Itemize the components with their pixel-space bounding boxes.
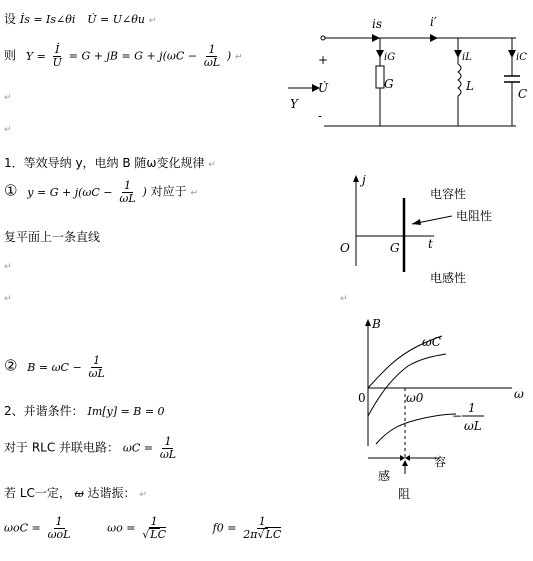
fraction-denominator: ωL — [88, 366, 105, 380]
formula-prefix: 则 — [4, 48, 17, 63]
input-terminal-top — [321, 36, 325, 40]
inductor-coil — [458, 64, 461, 96]
paragraph-mark: ↵ — [4, 294, 12, 304]
lc-rest: 达谐振： — [87, 486, 136, 500]
lc-text: 若 LC一定， — [4, 486, 71, 500]
conductance-resistor — [376, 66, 384, 88]
label-curve-omega-c: ωC — [422, 335, 441, 349]
rlc-parallel-circuit — [280, 8, 530, 138]
label-iG: iG — [384, 52, 396, 63]
label-inductive: 电感性 — [430, 271, 467, 285]
label-curve-den: ωL — [464, 419, 482, 433]
setup-current-phasor: İs = Is∠θi — [19, 13, 76, 26]
resonance-frequency-equations — [4, 516, 284, 540]
fraction-numerator: 1 — [123, 179, 131, 192]
fraction-denominator: 2π√LC — [243, 527, 282, 541]
fraction-numerator: İ — [55, 43, 60, 56]
iG-arrow-icon — [376, 50, 384, 58]
label-curve-minus: − — [452, 409, 463, 423]
complex-plane-diagram — [330, 168, 530, 288]
j-axis-arrow-icon — [353, 175, 359, 182]
label-iC: iC — [516, 52, 527, 63]
rlc-parallel-line — [4, 436, 179, 460]
item-one — [4, 180, 198, 204]
paragraph-mark: ↵ — [139, 490, 147, 500]
inductive-arrow-icon — [400, 455, 405, 461]
iL-arrow-icon — [454, 50, 462, 58]
fraction-numerator: 1 — [208, 43, 216, 56]
fraction-denominator: ωL — [203, 55, 221, 69]
B-axis-arrow-icon — [365, 319, 371, 326]
lc-struck-symbol: ω — [74, 487, 84, 500]
condition-equation: Im[y] = B = 0 — [87, 405, 165, 418]
fraction-numerator: 1 — [150, 515, 158, 528]
label-G: G — [384, 77, 394, 91]
resistive-pointer-arrow-icon — [412, 219, 421, 225]
fraction-denominator: U̇ — [52, 55, 62, 69]
label-axis-B: B — [372, 317, 381, 331]
iprime-arrow-icon — [430, 34, 438, 42]
eq2-lhs: ωo = — [107, 521, 136, 535]
section-title-text: 1．等效导纳 y，电纳 B 随ω变化规律 — [4, 156, 205, 170]
iC-arrow-icon — [508, 50, 516, 58]
item-two — [4, 355, 108, 379]
fraction-numerator: 1 — [164, 435, 172, 448]
rlc-label: 对于 RLC 并联电路： — [4, 440, 120, 455]
eq3-fraction — [241, 516, 283, 540]
current-voltage-fraction — [51, 44, 64, 68]
item-equation-end: ) — [142, 185, 147, 199]
curve-resultant-B — [368, 354, 446, 416]
label-origin: O — [340, 241, 350, 255]
setup-prefix: 设 — [4, 12, 17, 26]
paragraph-mark: ↵ — [340, 294, 348, 304]
label-C: C — [518, 87, 528, 101]
label-Y: Y — [290, 97, 298, 111]
fraction-denominator: ωL — [159, 447, 177, 461]
paragraph-mark: ↵ — [4, 125, 12, 135]
resonance-condition — [4, 402, 165, 419]
eq1-fraction — [46, 516, 73, 540]
is-arrow-icon — [372, 34, 380, 42]
rlc-lhs: ωC = — [122, 441, 153, 455]
label-resistive-point: 阻 — [398, 487, 411, 501]
setup-voltage-phasor: U̇ = U∠θu — [87, 13, 145, 26]
label-L: L — [466, 79, 474, 93]
label-is: is — [372, 17, 382, 31]
label-plus: + — [318, 53, 329, 67]
curve-inverse-omega-l — [376, 414, 456, 444]
two-pi: 2π — [243, 527, 258, 541]
fraction-numerator: 1 — [55, 515, 63, 528]
label-resistive: 电阻性 — [456, 209, 493, 223]
formula-tail: ) — [226, 49, 232, 63]
item-description: 对应于 — [150, 184, 187, 199]
fraction-numerator: 1 — [93, 354, 101, 367]
label-omega0: ω0 — [406, 391, 424, 405]
item-marker: ② — [4, 356, 18, 375]
label-inductive-region: 感 — [378, 469, 391, 483]
sqrt-radicand: LC — [265, 527, 282, 541]
label-capacitive: 电容性 — [430, 187, 467, 201]
eq2-fraction — [140, 516, 168, 540]
sqrt-radicand: LC — [150, 527, 167, 541]
label-axis-j: j — [362, 173, 366, 187]
label-G-point: G — [390, 241, 400, 255]
susceptance-graph — [336, 316, 531, 506]
paragraph-mark: ↵ — [235, 52, 243, 63]
section-title-variation — [4, 154, 216, 171]
item-equation-start: y = G + j(ωC − — [27, 185, 113, 199]
capacitive-arrow-icon — [405, 455, 410, 461]
inverse-omega-l-fraction — [158, 436, 178, 460]
formula-lhs: Y = — [25, 49, 46, 63]
paragraph-mark: ↵ — [208, 160, 216, 170]
condition-label: 2、并谐条件： — [4, 404, 84, 418]
label-minus: - — [318, 109, 323, 123]
eq3-lhs: f0 = — [212, 521, 237, 535]
paragraph-mark: ↵ — [148, 16, 157, 26]
inverse-omega-l-fraction — [117, 180, 137, 204]
fraction-numerator: 1 — [258, 515, 266, 528]
item-marker: ① — [4, 181, 18, 200]
paragraph-mark: ↵ — [4, 262, 12, 272]
paragraph-mark: ↵ — [4, 93, 12, 103]
label-axis-omega: ω — [514, 387, 524, 401]
label-curve-num: 1 — [468, 401, 476, 415]
paragraph-mark: ↵ — [190, 188, 198, 199]
inverse-omega-l-fraction — [87, 355, 107, 379]
formula-middle: = G + jB = G + j(ωC − — [68, 49, 197, 63]
fraction-denominator: √LC — [142, 527, 167, 541]
inverse-omega-l-fraction — [202, 44, 222, 68]
resistive-arrow-icon — [402, 460, 408, 466]
label-voltage: U̇ — [318, 81, 329, 95]
label-origin-zero: 0 — [358, 391, 366, 405]
admittance-formula — [4, 44, 243, 68]
label-iL: iL — [462, 52, 472, 63]
label-capacitive-region: 容 — [434, 455, 447, 469]
label-axis-t: t — [428, 237, 433, 251]
label-i-prime: i′ — [430, 15, 437, 29]
line-setup — [4, 10, 156, 27]
fraction-denominator: ωoL — [47, 527, 71, 541]
eq1-lhs: ωoC = — [4, 521, 41, 535]
lc-fixed-line — [4, 484, 147, 501]
item-equation-start: B = ωC − — [27, 360, 82, 374]
fraction-denominator: ωL — [119, 191, 136, 205]
item-one-continuation: 复平面上一条直线 — [4, 230, 101, 244]
